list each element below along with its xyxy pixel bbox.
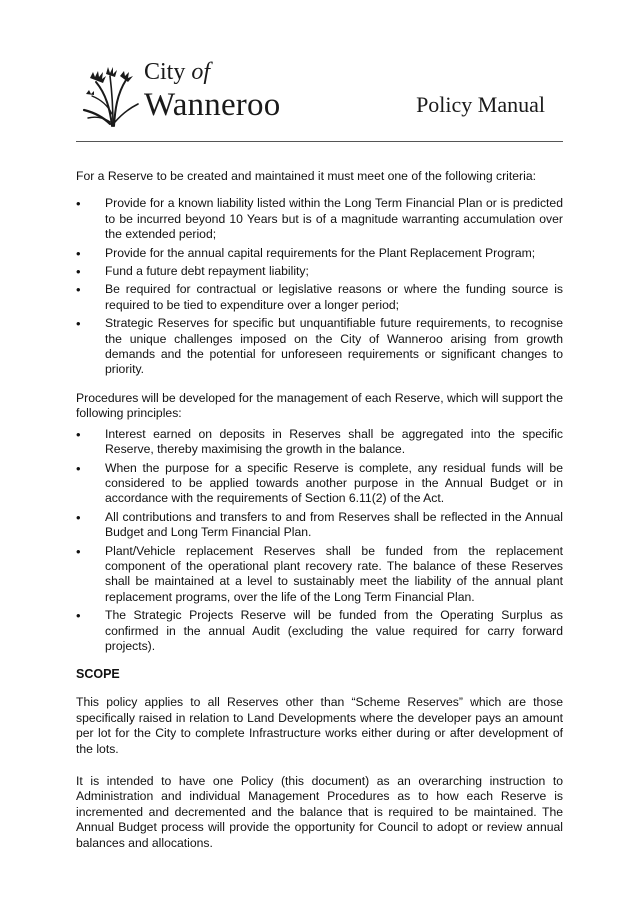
- list-item: • Plant/Vehicle replacement Reserves shall be funded from the replacement component of the operational plant recovery rate. The balance of these Reserves shall be maintained at a level to sustainably meet the liability of the annual plant replacement programs, over the life of the Long Term Financial Plan.: [76, 543, 563, 604]
- principles-list: [76, 427, 563, 655]
- scope-paragraph-2: It is intended to have one Policy (this document) as an overarching instruction to Administration and individual Management Procedures as to how each Reserve is incremented and decremented and the balance that is required to be maintained. The Annual Budget process will provide the opportunity for Council to adopt or review annual balances and allocations.: [76, 774, 563, 850]
- list-item: • All contributions and transfers to and from Reserves shall be reflected in the Annual Budget and Long Term Financial Plan.: [76, 509, 563, 540]
- bullet-icon: •: [76, 460, 81, 476]
- city-logo: [82, 59, 294, 128]
- bullet-icon: •: [76, 316, 81, 332]
- bullet-icon: •: [76, 196, 81, 212]
- bullet-icon: •: [76, 245, 81, 261]
- org-name-line2: Wanneroo: [144, 87, 281, 123]
- criteria-intro: For a Reserve to be created and maintained it must meet one of the following criteria:: [76, 169, 536, 183]
- list-item: • Fund a future debt repayment liability;: [76, 264, 309, 280]
- list-item: • Provide for the annual capital requirements for the Plant Replacement Program;: [76, 245, 536, 261]
- scope-paragraph-1: This policy applies to all Reserves other than “Scheme Reserves” which are those specifically raised in relation to Land Developments where the developer pays an amount per lot for the City to complete Infrastructure works either during or after development of the lots.: [76, 695, 563, 756]
- org-name-line1: City of: [144, 59, 211, 85]
- list-item: • Provide for a known liability listed within the Long Term Financial Plan or is predicted to be incurred beyond 10 Years but is of a magnitude warranting accumulation over the extended period;: [76, 196, 563, 242]
- list-item: • The Strategic Projects Reserve will be funded from the Operating Surplus as confirmed in the annual Audit (excluding the value required for carry forward projects).: [76, 608, 563, 653]
- criteria-list: [76, 196, 563, 377]
- bullet-icon: •: [76, 264, 81, 280]
- bullet-icon: •: [76, 282, 81, 298]
- bullet-icon: •: [76, 509, 81, 525]
- document-type-title: Policy Manual: [416, 92, 545, 117]
- scope-heading: SCOPE: [76, 667, 120, 682]
- header-divider: [76, 141, 563, 142]
- procedures-intro: Procedures will be developed for the management of each Reserve, which will support the following principles:: [76, 390, 563, 421]
- bullet-icon: •: [76, 543, 81, 559]
- bullet-icon: •: [76, 426, 81, 442]
- list-item: • When the purpose for a specific Reserve is complete, any residual funds will be considered to be applied towards another purpose in the Annual Budget or in accordance with the requirements of Section 6.11(2) of the Act.: [76, 460, 563, 506]
- kangaroo-paw-flower-icon: [82, 64, 142, 128]
- list-item: • Be required for contractual or legislative reasons or where the funding source is required to be tied to expenditure over a longer period;: [76, 282, 563, 312]
- bullet-icon: •: [76, 608, 81, 624]
- list-item: • Strategic Reserves for specific but unquantifiable future requirements, to recognise the unique challenges imposed on the City of Wanneroo arising from growth demands and the potential for unforeseen requirements or significant changes to priority.: [76, 316, 563, 377]
- document-body: [76, 169, 563, 851]
- list-item: • Interest earned on deposits in Reserves shall be aggregated into the specific Reserve, thereby maximising the growth in the balance.: [76, 426, 563, 457]
